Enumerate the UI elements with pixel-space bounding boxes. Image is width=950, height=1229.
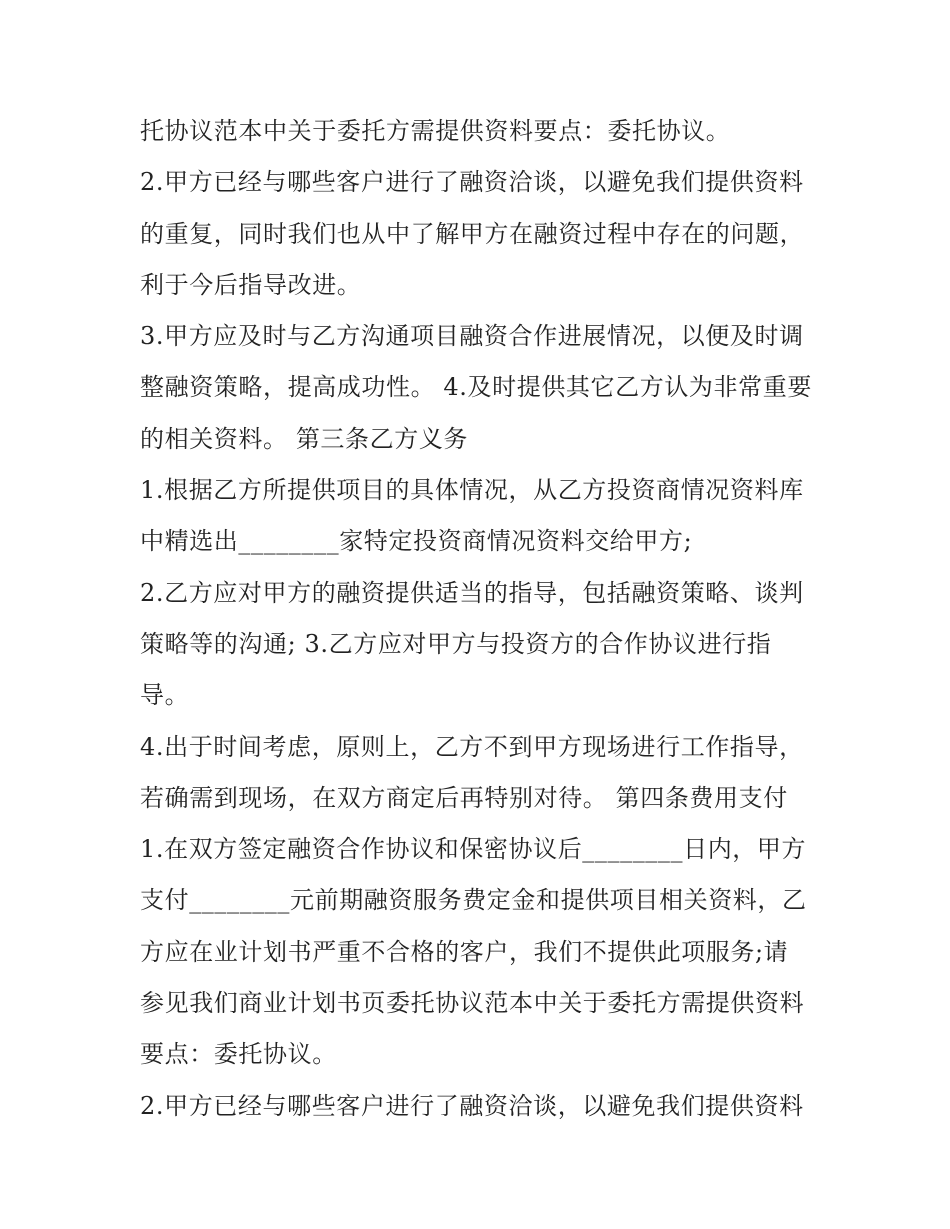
text-line: 的相关资料。 第三条乙方义务 <box>140 424 469 453</box>
text-line: 若确需到现场，在双方商定后再特别对待。 第四条费用支付 <box>140 783 788 812</box>
text-line: 导。 <box>140 681 190 710</box>
text-line: 1.在双方签定融资合作协议和保密协议后________日内，甲方 <box>140 835 807 864</box>
text-line: 中精选出________家特定投资商情况资料交给甲方; <box>140 527 693 556</box>
text-line: 4.出于时间考虑，原则上，乙方不到甲方现场进行工作指导， <box>140 732 804 761</box>
text-line: 要点：委托协议。 <box>140 1040 337 1069</box>
text-line: 支付________元前期融资服务费定金和提供项目相关资料，乙 <box>140 886 807 915</box>
text-line: 2.乙方应对甲方的融资提供适当的指导，包括融资策略、谈判 <box>140 578 804 607</box>
text-line: 的重复，同时我们也从中了解甲方在融资过程中存在的问题， <box>140 219 805 248</box>
text-line: 1.根据乙方所提供项目的具体情况，从乙方投资商情况资料库 <box>140 476 804 505</box>
text-line: 托协议范本中关于委托方需提供资料要点：委托协议。 <box>140 117 731 145</box>
text-line: 2.甲方已经与哪些客户进行了融资洽谈，以避免我们提供资料 <box>140 1091 804 1120</box>
text-line: 策略等的沟通; 3.乙方应对甲方与投资方的合作协议进行指 <box>140 629 772 658</box>
text-line: 整融资策略，提高成功性。 4.及时提供其它乙方认为非常重要 <box>140 373 812 402</box>
text-line: 3.甲方应及时与乙方沟通项目融资合作进展情况，以便及时调 <box>140 322 804 351</box>
text-line: 方应在业计划书严重不合格的客户，我们不提供此项服务;请 <box>140 937 789 966</box>
text-line: 参见我们商业计划书页委托协议范本中关于委托方需提供资料 <box>140 989 805 1018</box>
text-line: 2.甲方已经与哪些客户进行了融资洽谈，以避免我们提供资料 <box>140 168 804 197</box>
document-body <box>140 106 830 1132</box>
text-line: 利于今后指导改进。 <box>140 270 362 299</box>
